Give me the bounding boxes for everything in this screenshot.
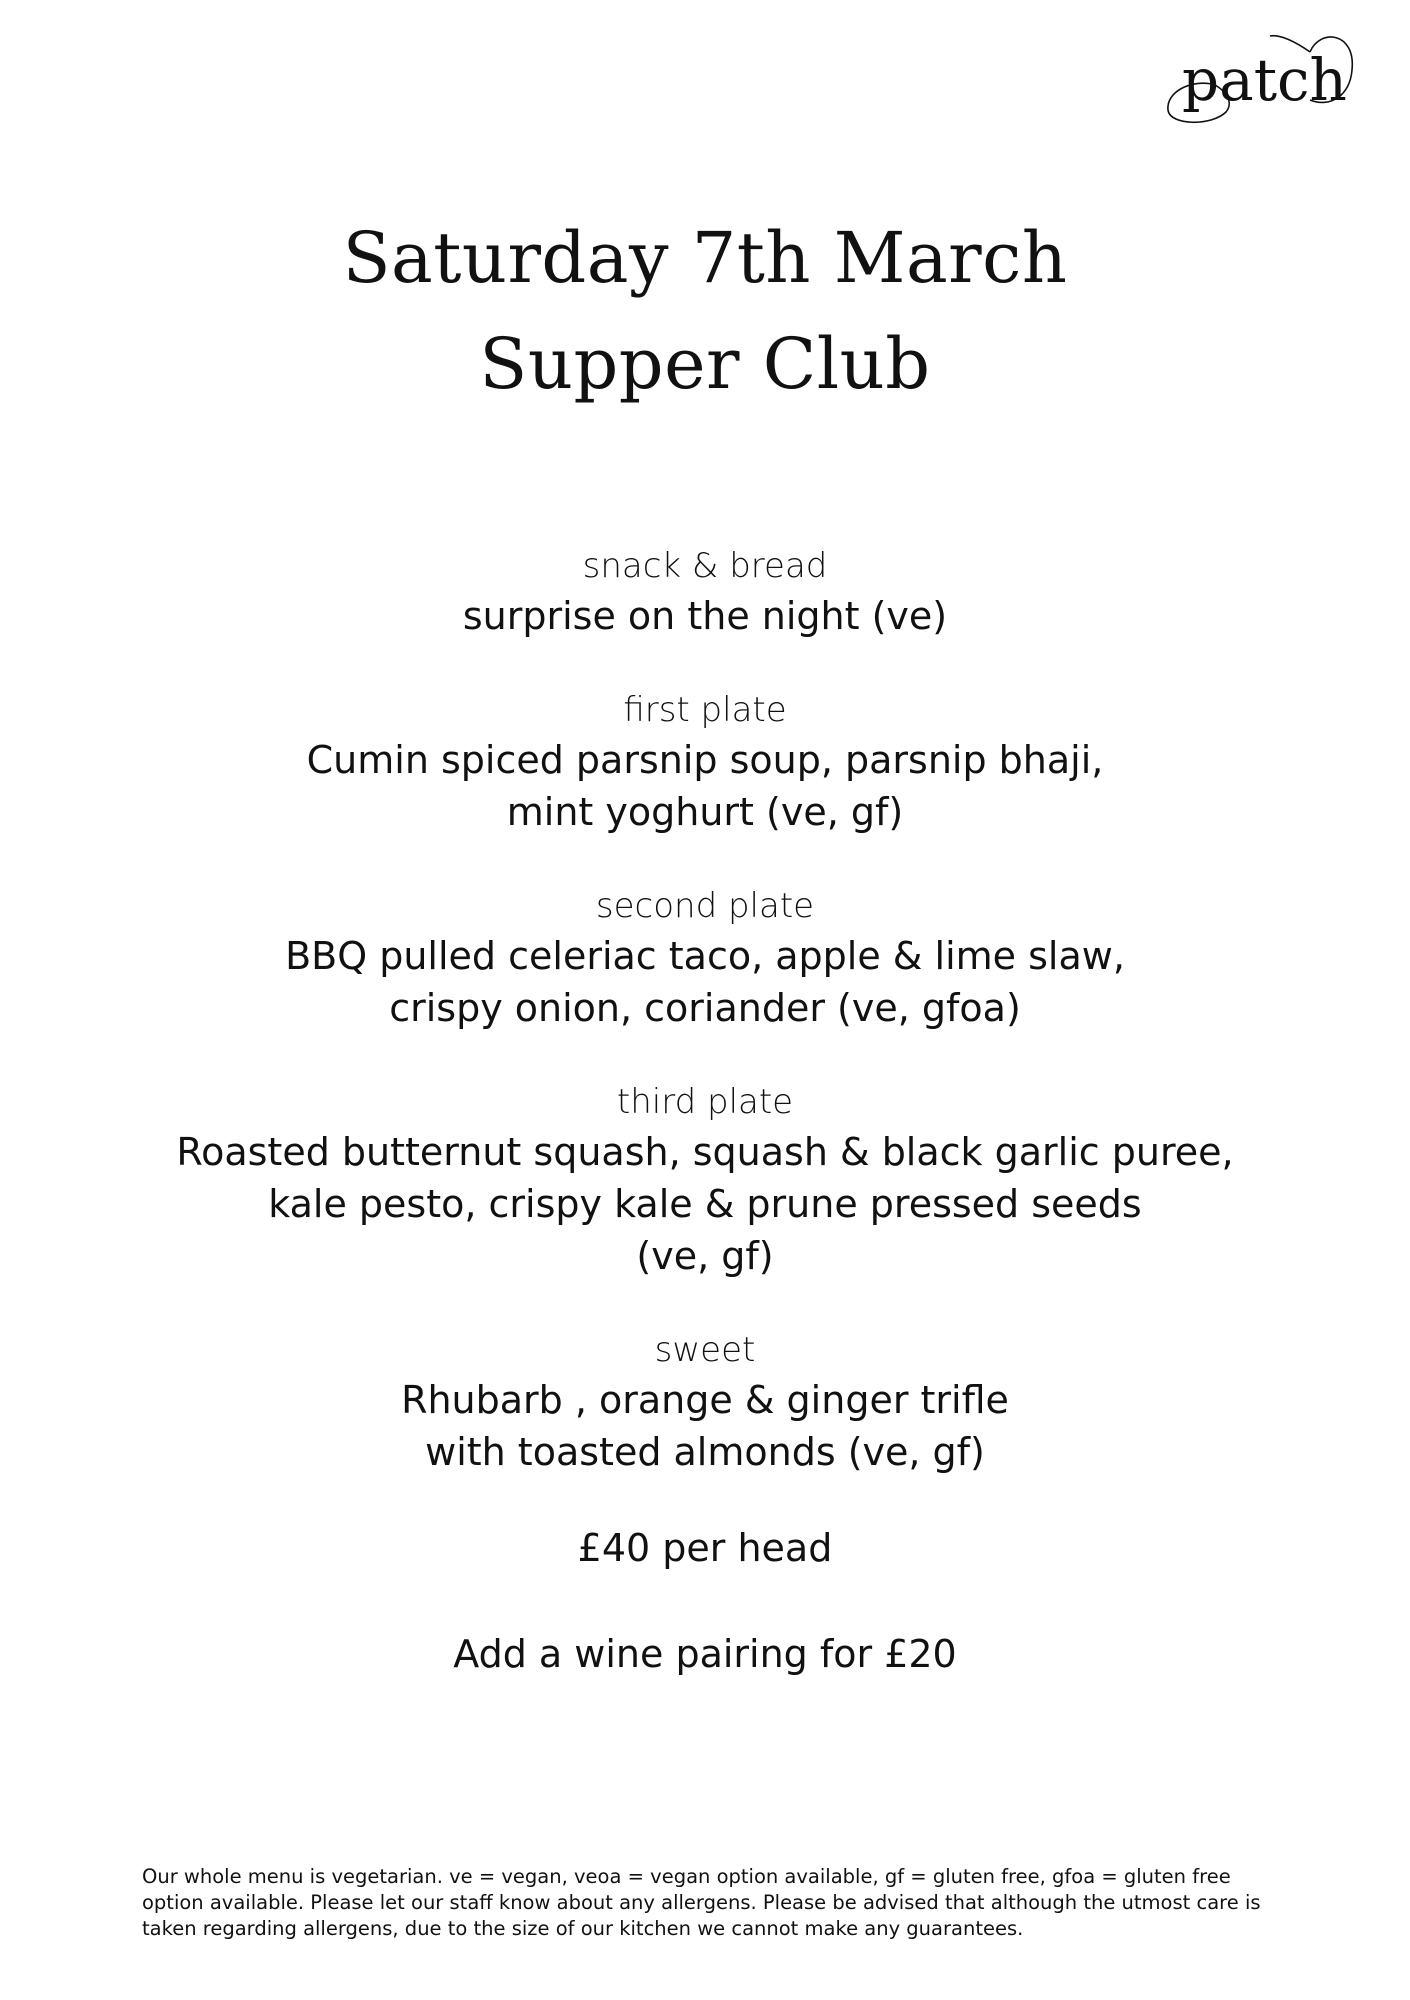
course-label: second plate (595, 886, 815, 926)
course-dish-line: crispy onion, coriander (ve, gfoa) (389, 986, 1021, 1030)
course-dish-line: Cumin spiced parsnip soup, parsnip bhaji, (306, 738, 1104, 782)
course-label: snack & bread (582, 546, 828, 586)
wine-pairing-offer: Add a wine pairing for £20 (453, 1632, 957, 1676)
course-dish-line: surprise on the night (ve) (462, 594, 948, 638)
allergen-footnote: Our whole menu is vegetarian. ve = vegan, veoa = vegan option available, gf = gluten free, gfoa = gluten free option available. Please let our staff know about any allergens. Please be advised that although the utmost care is taken regarding allergens, due to the size of our kitchen we cannot make any guarantees. (142, 1865, 1261, 1940)
course-dish-line: (ve, gf) (636, 1234, 774, 1278)
logo-wordmark: patch (1182, 46, 1347, 114)
patch-logo-graphic (1160, 22, 1360, 132)
course-dish-line: Roasted butternut squash, squash & black garlic puree, (176, 1130, 1234, 1174)
course-sweet (0, 1326, 1410, 1478)
course-first-plate (0, 686, 1410, 838)
course-second-plate (0, 882, 1410, 1034)
course-dish-line: Rhubarb , orange & ginger trifle (401, 1378, 1009, 1422)
course-label: sweet (654, 1330, 756, 1370)
patch-logo (1160, 22, 1360, 132)
menu-list (0, 542, 1410, 1680)
course-label: third plate (616, 1082, 794, 1122)
course-dish-line: kale pesto, crispy kale & prune pressed seeds (268, 1182, 1142, 1226)
course-dish-line: BBQ pulled celeriac taco, apple & lime slaw, (285, 934, 1125, 978)
course-snack (0, 542, 1410, 642)
course-dish-line: with toasted almonds (ve, gf) (425, 1430, 985, 1474)
page-title (0, 205, 1410, 417)
course-third-plate (0, 1078, 1410, 1282)
course-label: first plate (623, 690, 787, 730)
course-dish-line: mint yoghurt (ve, gf) (506, 790, 904, 834)
title-event: Supper Club (479, 323, 931, 405)
title-date: Saturday 7th March (342, 217, 1068, 299)
price-per-head: £40 per head (577, 1526, 833, 1570)
